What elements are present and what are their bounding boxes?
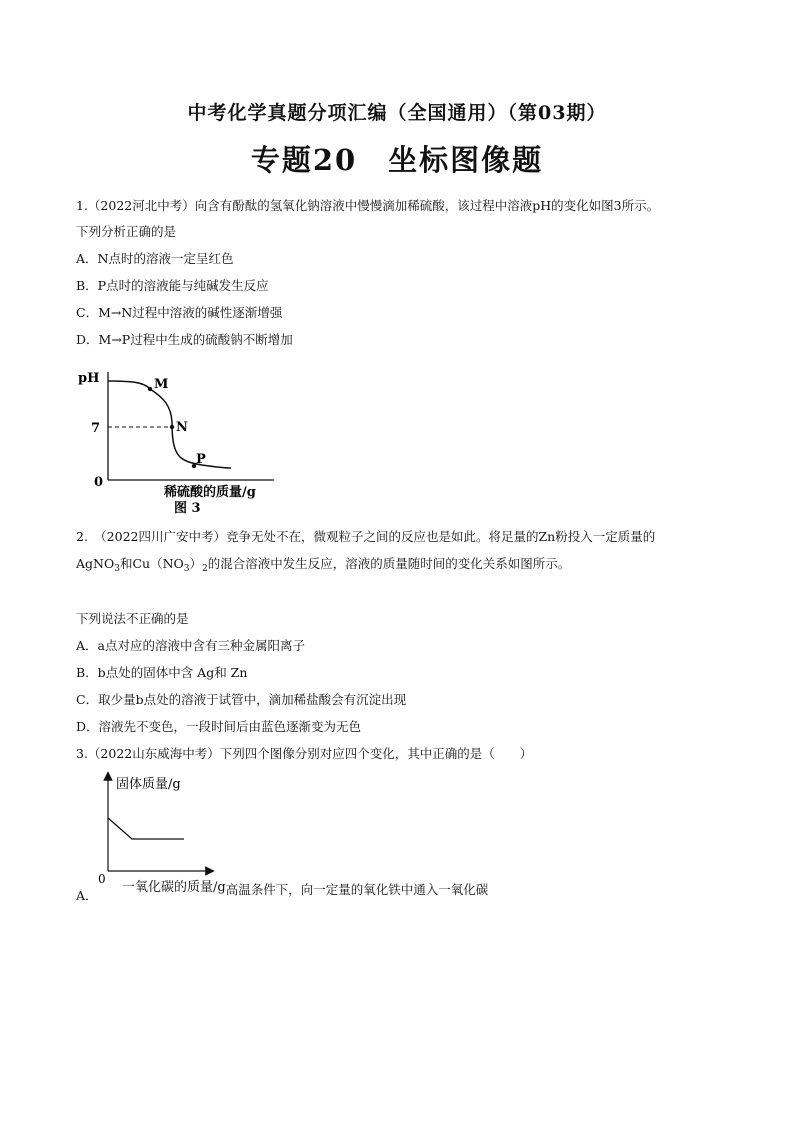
q2-prompt: 下列说法不正确的是 <box>76 611 189 626</box>
q2-subscript-2: 3 <box>183 564 190 574</box>
q1-option-b: B．P点时的溶液能与纯碱发生反应 <box>76 278 269 293</box>
q1-point-p-label: P <box>196 452 206 467</box>
q2-stem-line1: 2. （2022四川广安中考）竞争无处不在，微观粒子之间的反应也是如此。将足量的Zn粉投入一定质量的 <box>76 529 656 544</box>
q1-point-n-marker <box>170 425 174 429</box>
q1-point-m-label: M <box>154 377 169 392</box>
q1-y-axis-label: pH <box>78 371 100 386</box>
q3-stem: 3.（2022山东威海中考）下列四个图像分别对应四个变化，其中正确的是（ ） <box>76 746 533 761</box>
q3-option-a-row <box>76 880 489 903</box>
q1-option-c: C．M→N过程中溶液的碱性逐渐增强 <box>76 305 283 320</box>
q2-option-c: C．取少量b点处的溶液于试管中，滴加稀盐酸会有沉淀出现 <box>76 692 407 707</box>
q2-formula-bracket: ） <box>189 556 203 571</box>
q2-option-d: D．溶液先不变色，一段时间后由蓝色逐渐变为无色 <box>76 719 362 734</box>
q3a-mass-curve <box>108 818 184 839</box>
q1-point-m-marker <box>148 387 152 391</box>
q3-option-a-text: 高温条件下，向一定量的氧化铁中通入一氧化碳 <box>225 882 489 897</box>
q2-subscript-1: 3 <box>114 564 120 574</box>
q1-x-axis-label: 稀硫酸的质量/g <box>164 485 256 500</box>
q3-option-a-letter: A． <box>76 888 98 903</box>
q2-stem-line2-rest: 的混合溶液中发生反应，溶液的质量随时间的变化关系如图所示。 <box>207 556 571 571</box>
q3a-origin-label: 0 <box>98 872 106 886</box>
q1-stem-line2: 下列分析正确的是 <box>76 224 177 239</box>
q1-ph-curve <box>108 381 231 468</box>
q1-stem-line1: 1.（2022河北中考）向含有酚酞的氢氧化钠溶液中慢慢滴加稀硫酸，该过程中溶液pH的变化如图3所示。 <box>76 198 660 213</box>
q1-y-tick-7: 7 <box>91 421 101 436</box>
document-title: 专题20 坐标图像题 <box>250 143 544 177</box>
q1-figure-caption: 图 3 <box>174 501 201 516</box>
document-subtitle: 中考化学真题分项汇编（全国通用）（第03期） <box>187 102 607 124</box>
q3a-x-axis-label: 一氧化碳的质量/g <box>122 880 226 895</box>
q1-point-n-label: N <box>176 420 188 435</box>
q3-option-a-figure <box>90 768 250 898</box>
q2-subscript-3: 2 <box>202 564 208 574</box>
q1-option-d: D．M→P过程中生成的硫酸钠不断增加 <box>76 332 293 347</box>
q2-formula-cuno3: 和Cu（NO <box>119 556 184 571</box>
q1-ph-figure <box>76 362 286 517</box>
q2-stem-line2 <box>76 556 570 577</box>
q2-formula-agno3: AgNO <box>76 556 115 571</box>
q1-option-a: A．N点时的溶液一定呈红色 <box>76 251 234 266</box>
q2-option-a: A．a点对应的溶液中含有三种金属阳离子 <box>76 638 305 653</box>
q2-option-b: B．b点处的固体中含 Ag和 Zn <box>76 665 248 680</box>
q3a-y-axis-label: 固体质量/g <box>116 777 181 792</box>
q1-origin-label: 0 <box>94 475 104 490</box>
